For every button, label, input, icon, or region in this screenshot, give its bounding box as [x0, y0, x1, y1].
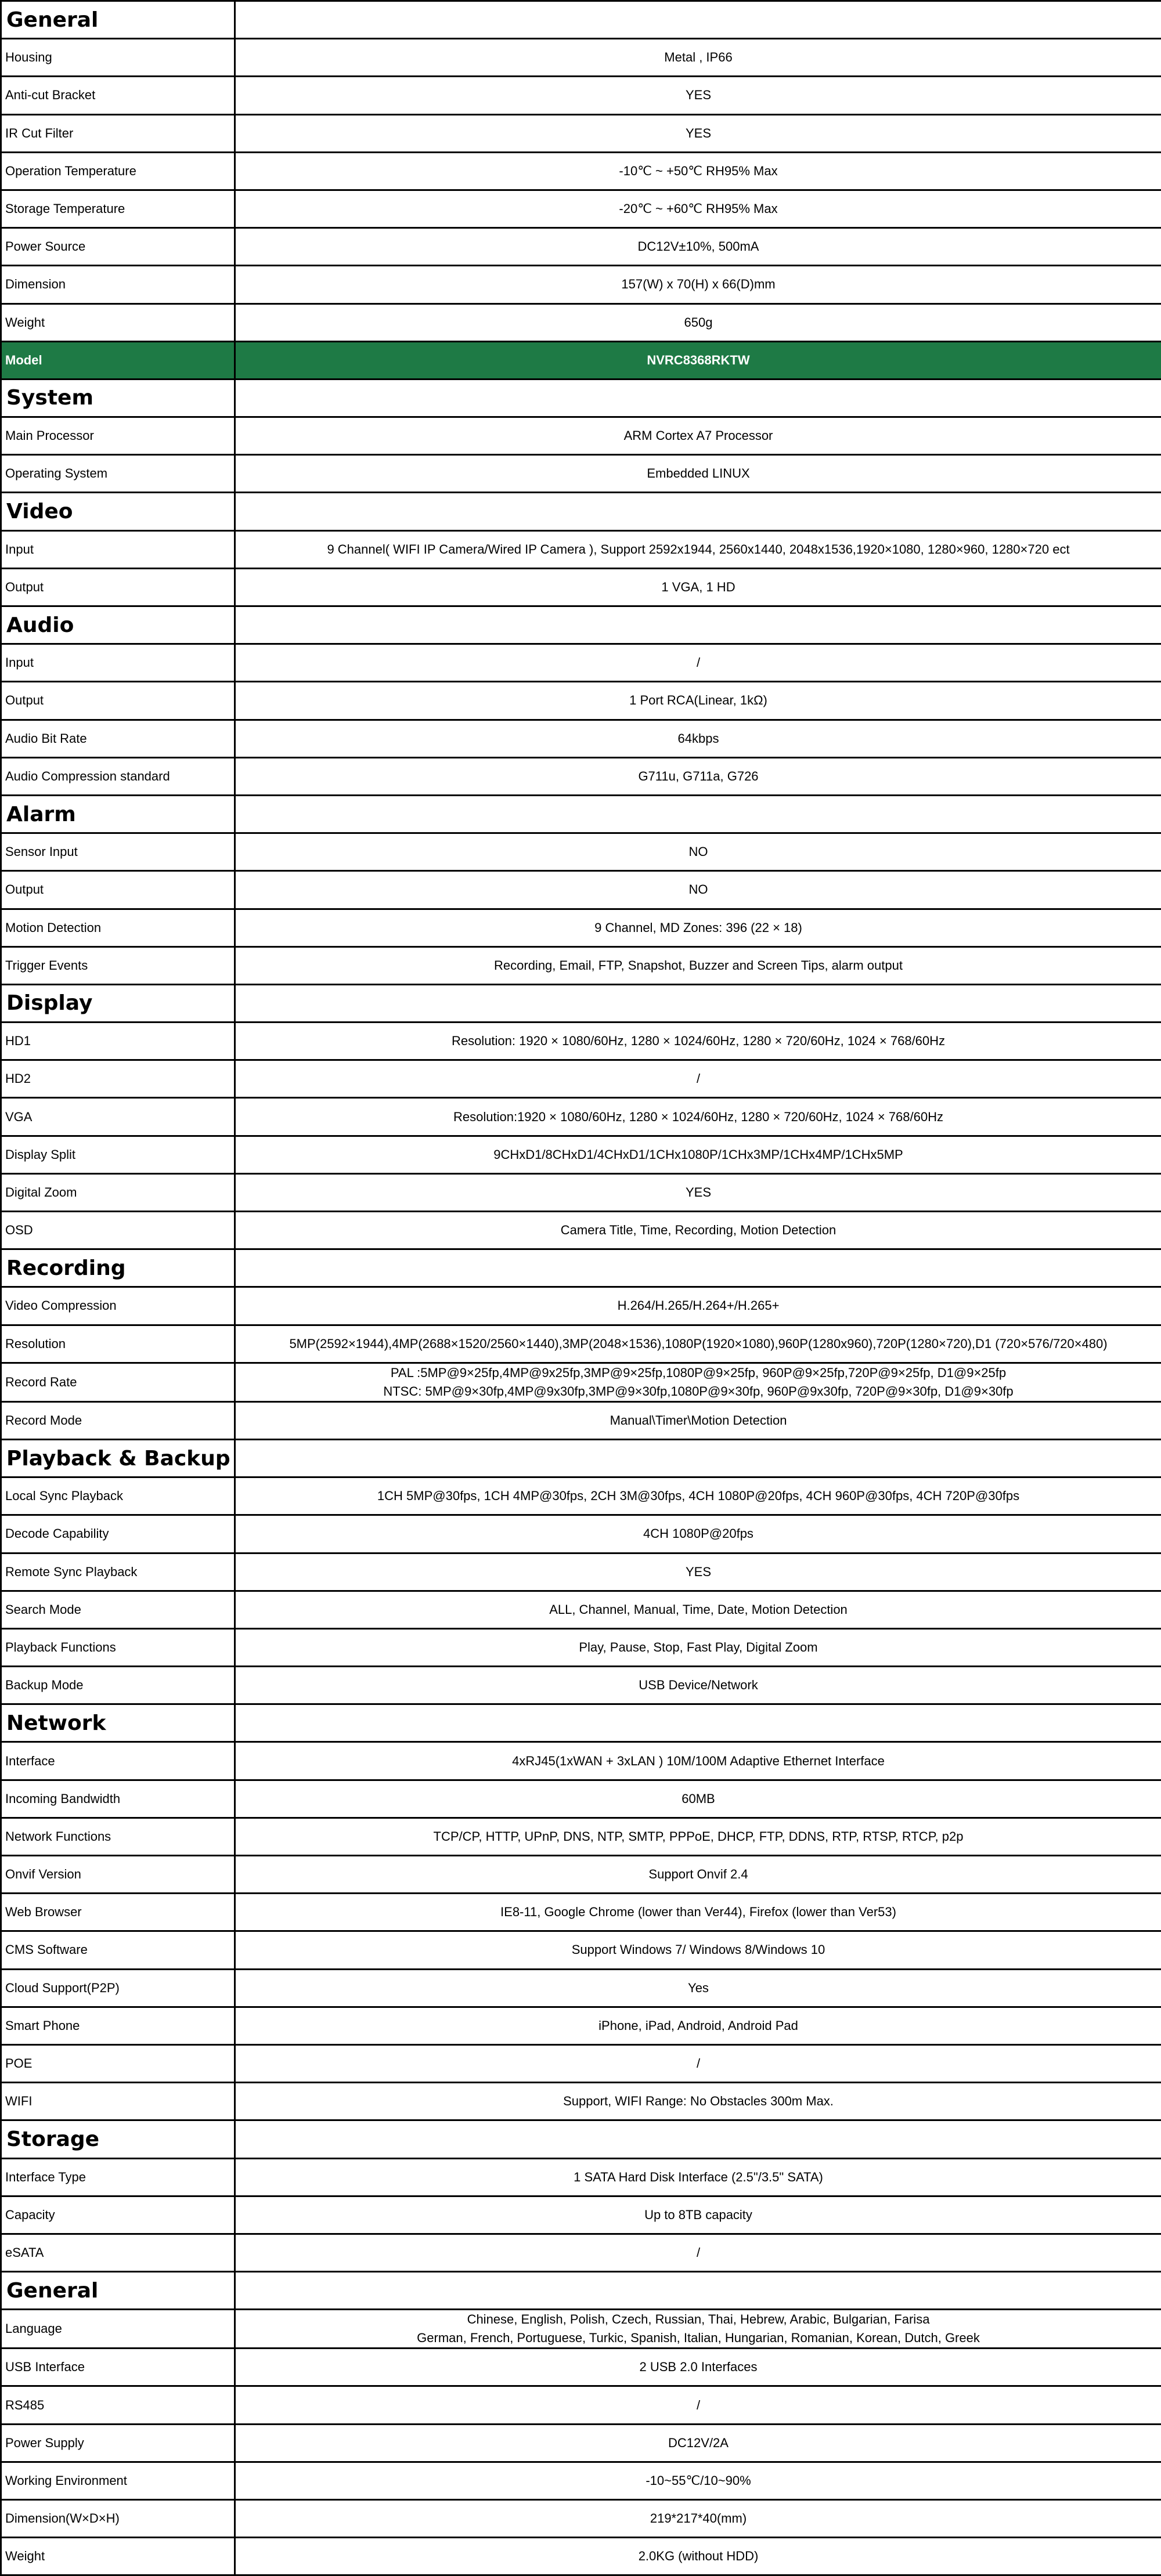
spec-table-body	[1, 1, 1161, 2575]
section-title: General	[1, 2272, 235, 2310]
spec-row	[1, 2386, 1161, 2424]
spec-label: Motion Detection	[1, 909, 235, 946]
spec-value	[235, 1363, 1161, 1401]
spec-value: Support, WIFI Range: No Obstacles 300m Max.	[235, 2083, 1161, 2120]
spec-value: 5MP(2592×1944),4MP(2688×1520/2560×1440),3MP(2048×1536),1080P(1920×1080),960P(1280x960),720P(1280×720),D1 (720×576/720×480)	[235, 1325, 1161, 1363]
spec-value: USB Device/Network	[235, 1667, 1161, 1704]
spec-label: WIFI	[1, 2083, 235, 2120]
section-header-row	[1, 493, 1161, 530]
spec-label: Record Mode	[1, 1401, 235, 1439]
spec-value: 1 VGA, 1 HD	[235, 568, 1161, 606]
spec-value: 1 Port RCA(Linear, 1kΩ)	[235, 682, 1161, 720]
spec-row	[1, 757, 1161, 795]
spec-label: Web Browser	[1, 1894, 235, 1931]
section-title: Display	[1, 984, 235, 1022]
section-title: Video	[1, 493, 235, 530]
section-title: System	[1, 379, 235, 417]
spec-label: RS485	[1, 2386, 235, 2424]
spec-row	[1, 1931, 1161, 1969]
spec-row	[1, 2083, 1161, 2120]
spec-label: Output	[1, 568, 235, 606]
section-empty-cell	[235, 2120, 1161, 2158]
spec-row	[1, 1856, 1161, 1894]
spec-label: Sensor Input	[1, 833, 235, 871]
section-header-row	[1, 379, 1161, 417]
spec-value: Support Onvif 2.4	[235, 1856, 1161, 1894]
spec-label: OSD	[1, 1212, 235, 1249]
spec-label: VGA	[1, 1098, 235, 1136]
spec-row	[1, 190, 1161, 227]
spec-row	[1, 1969, 1161, 2007]
section-header-row	[1, 1, 1161, 39]
spec-value: 219*217*40(mm)	[235, 2500, 1161, 2538]
spec-value: Metal , IP66	[235, 39, 1161, 77]
spec-value: YES	[235, 114, 1161, 152]
spec-row	[1, 2462, 1161, 2499]
spec-value: ARM Cortex A7 Processor	[235, 417, 1161, 455]
spec-label: Backup Mode	[1, 1667, 235, 1704]
spec-row	[1, 2007, 1161, 2044]
spec-value: 4CH 1080P@20fps	[235, 1515, 1161, 1553]
spec-row	[1, 152, 1161, 190]
spec-value-line: Chinese, English, Polish, Czech, Russian, Thai, Hebrew, Arabic, Bulgarian, Farisa	[236, 2310, 1161, 2329]
spec-label: Interface Type	[1, 2158, 235, 2196]
spec-value: Resolution:1920 × 1080/60Hz, 1280 × 1024/60Hz, 1280 × 720/60Hz, 1024 × 768/60Hz	[235, 1098, 1161, 1136]
spec-value: Camera Title, Time, Recording, Motion Detection	[235, 1212, 1161, 1249]
spec-row	[1, 1477, 1161, 1515]
spec-label: Power Supply	[1, 2424, 235, 2462]
spec-row	[1, 1742, 1161, 1780]
spec-value: 60MB	[235, 1780, 1161, 1818]
spec-label: Input	[1, 530, 235, 568]
spec-label: Record Rate	[1, 1363, 235, 1401]
spec-label: Output	[1, 682, 235, 720]
section-header-row	[1, 795, 1161, 833]
section-header-row	[1, 1704, 1161, 1742]
spec-value: Up to 8TB capacity	[235, 2196, 1161, 2234]
spec-value: /	[235, 644, 1161, 682]
spec-value: DC12V±10%, 500mA	[235, 228, 1161, 266]
section-empty-cell	[235, 379, 1161, 417]
section-empty-cell	[235, 1249, 1161, 1287]
spec-value: Recording, Email, FTP, Snapshot, Buzzer and Screen Tips, alarm output	[235, 946, 1161, 984]
spec-label: Capacity	[1, 2196, 235, 2234]
section-title: Audio	[1, 606, 235, 644]
spec-value: 1 SATA Hard Disk Interface (2.5"/3.5" SATA)	[235, 2158, 1161, 2196]
spec-value: Support Windows 7/ Windows 8/Windows 10	[235, 1931, 1161, 1969]
spec-label: USB Interface	[1, 2349, 235, 2386]
section-title: Recording	[1, 1249, 235, 1287]
spec-row	[1, 1287, 1161, 1325]
spec-row	[1, 1553, 1161, 1591]
spec-row	[1, 568, 1161, 606]
section-title: General	[1, 1, 235, 39]
spec-value: IE8-11, Google Chrome (lower than Ver44), Firefox (lower than Ver53)	[235, 1894, 1161, 1931]
spec-label: Housing	[1, 39, 235, 77]
spec-label: Local Sync Playback	[1, 1477, 235, 1515]
spec-row	[1, 455, 1161, 493]
spec-value: 650g	[235, 304, 1161, 341]
spec-value: Embedded LINUX	[235, 455, 1161, 493]
spec-label: Dimension(W×D×H)	[1, 2500, 235, 2538]
section-header-row	[1, 2272, 1161, 2310]
spec-row	[1, 909, 1161, 946]
spec-row	[1, 2310, 1161, 2349]
section-header-row	[1, 606, 1161, 644]
spec-value-line: German, French, Portuguese, Turkic, Spanish, Italian, Hungarian, Romanian, Korean, Dutch, Greek	[236, 2329, 1161, 2347]
section-empty-cell	[235, 606, 1161, 644]
spec-value: 9 Channel, MD Zones: 396 (22 × 18)	[235, 909, 1161, 946]
spec-row	[1, 77, 1161, 114]
spec-label: Output	[1, 871, 235, 909]
spec-value: 9 Channel( WIFI IP Camera/Wired IP Camera ), Support 2592x1944, 2560x1440, 2048x1536,1920×1080, 1280×960, 1280×720 ect	[235, 530, 1161, 568]
spec-label: Audio Bit Rate	[1, 720, 235, 757]
spec-row	[1, 228, 1161, 266]
spec-row	[1, 1363, 1161, 1401]
spec-value: H.264/H.265/H.264+/H.265+	[235, 1287, 1161, 1325]
spec-value: iPhone, iPad, Android, Android Pad	[235, 2007, 1161, 2044]
spec-value: -10~55℃/10~90%	[235, 2462, 1161, 2499]
spec-label: Remote Sync Playback	[1, 1553, 235, 1591]
spec-row	[1, 1515, 1161, 1553]
spec-label: CMS Software	[1, 1931, 235, 1969]
spec-label: Incoming Bandwidth	[1, 1780, 235, 1818]
spec-row	[1, 682, 1161, 720]
section-title: Storage	[1, 2120, 235, 2158]
spec-label: Storage Temperature	[1, 190, 235, 227]
spec-label: Digital Zoom	[1, 1173, 235, 1211]
spec-label: POE	[1, 2044, 235, 2082]
spec-row	[1, 1173, 1161, 1211]
spec-row	[1, 2158, 1161, 2196]
section-empty-cell	[235, 493, 1161, 530]
spec-row	[1, 2538, 1161, 2575]
spec-row	[1, 1667, 1161, 1704]
spec-row	[1, 1894, 1161, 1931]
spec-label: HD1	[1, 1023, 235, 1060]
spec-row	[1, 644, 1161, 682]
spec-label: eSATA	[1, 2234, 235, 2271]
spec-label: Weight	[1, 2538, 235, 2575]
section-empty-cell	[235, 1439, 1161, 1477]
spec-row	[1, 1780, 1161, 1818]
spec-label: Resolution	[1, 1325, 235, 1363]
spec-row	[1, 1401, 1161, 1439]
spec-label: IR Cut Filter	[1, 114, 235, 152]
spec-value: G711u, G711a, G726	[235, 757, 1161, 795]
spec-row	[1, 720, 1161, 757]
section-header-row	[1, 984, 1161, 1022]
spec-row	[1, 871, 1161, 909]
spec-value: /	[235, 2386, 1161, 2424]
spec-label: Playback Functions	[1, 1628, 235, 1666]
spec-value: 2 USB 2.0 Interfaces	[235, 2349, 1161, 2386]
section-empty-cell	[235, 1, 1161, 39]
spec-value: 2.0KG (without HDD)	[235, 2538, 1161, 2575]
spec-value: /	[235, 2044, 1161, 2082]
spec-row	[1, 2424, 1161, 2462]
spec-label: Working Environment	[1, 2462, 235, 2499]
spec-value: Play, Pause, Stop, Fast Play, Digital Zoom	[235, 1628, 1161, 1666]
spec-value: 157(W) x 70(H) x 66(D)mm	[235, 266, 1161, 304]
spec-row	[1, 2196, 1161, 2234]
spec-value: DC12V/2A	[235, 2424, 1161, 2462]
spec-value: 9CHxD1/8CHxD1/4CHxD1/1CHx1080P/1CHx3MP/1CHx4MP/1CHx5MP	[235, 1136, 1161, 1173]
model-row	[1, 341, 1161, 379]
section-empty-cell	[235, 795, 1161, 833]
spec-row	[1, 946, 1161, 984]
spec-label: Power Source	[1, 228, 235, 266]
spec-value: TCP/CP, HTTP, UPnP, DNS, NTP, SMTP, PPPoE, DHCP, FTP, DDNS, RTP, RTSP, RTCP, p2p	[235, 1818, 1161, 1855]
spec-label: Display Split	[1, 1136, 235, 1173]
spec-value: 4xRJ45(1xWAN + 3xLAN ) 10M/100M Adaptive Ethernet Interface	[235, 1742, 1161, 1780]
spec-row	[1, 1591, 1161, 1628]
spec-value: YES	[235, 1173, 1161, 1211]
section-title: Playback & Backup	[1, 1439, 235, 1477]
section-title: Alarm	[1, 795, 235, 833]
spec-row	[1, 1325, 1161, 1363]
spec-value: NVRC8368RKTW	[235, 341, 1161, 379]
spec-label: Operation Temperature	[1, 152, 235, 190]
spec-value: -20℃ ~ +60℃ RH95% Max	[235, 190, 1161, 227]
spec-row	[1, 1060, 1161, 1098]
spec-label: Trigger Events	[1, 946, 235, 984]
spec-value-line: NTSC: 5MP@9×30fp,4MP@9x30fp,3MP@9×30fp,1080P@9×30fp, 960P@9x30fp, 720P@9×30fp, D1@9×30fp	[236, 1382, 1161, 1401]
section-header-row	[1, 2120, 1161, 2158]
spec-value: /	[235, 2234, 1161, 2271]
spec-value: 64kbps	[235, 720, 1161, 757]
spec-label: Anti-cut Bracket	[1, 77, 235, 114]
section-header-row	[1, 1249, 1161, 1287]
spec-value: Yes	[235, 1969, 1161, 2007]
spec-label: HD2	[1, 1060, 235, 1098]
spec-label: Video Compression	[1, 1287, 235, 1325]
section-empty-cell	[235, 984, 1161, 1022]
spec-label: Input	[1, 644, 235, 682]
spec-row	[1, 1098, 1161, 1136]
spec-label: Audio Compression standard	[1, 757, 235, 795]
spec-value: -10℃ ~ +50℃ RH95% Max	[235, 152, 1161, 190]
spec-label: Decode Capability	[1, 1515, 235, 1553]
spec-row	[1, 530, 1161, 568]
spec-row	[1, 1818, 1161, 1855]
spec-label: Operating System	[1, 455, 235, 493]
spec-row	[1, 114, 1161, 152]
spec-label: Search Mode	[1, 1591, 235, 1628]
section-empty-cell	[235, 1704, 1161, 1742]
spec-row	[1, 39, 1161, 77]
spec-row	[1, 2234, 1161, 2271]
spec-row	[1, 1212, 1161, 1249]
spec-value	[235, 2310, 1161, 2349]
spec-label: Cloud Support(P2P)	[1, 1969, 235, 2007]
spec-label: Language	[1, 2310, 235, 2349]
spec-value: Resolution: 1920 × 1080/60Hz, 1280 × 1024/60Hz, 1280 × 720/60Hz, 1024 × 768/60Hz	[235, 1023, 1161, 1060]
spec-row	[1, 833, 1161, 871]
spec-row	[1, 1136, 1161, 1173]
spec-label: Interface	[1, 1742, 235, 1780]
spec-value: ALL, Channel, Manual, Time, Date, Motion Detection	[235, 1591, 1161, 1628]
spec-value: Manual\Timer\Motion Detection	[235, 1401, 1161, 1439]
spec-row	[1, 2500, 1161, 2538]
spec-row	[1, 1628, 1161, 1666]
spec-row	[1, 417, 1161, 455]
spec-value: NO	[235, 833, 1161, 871]
spec-label: Main Processor	[1, 417, 235, 455]
spec-row	[1, 2044, 1161, 2082]
spec-value: 1CH 5MP@30fps, 1CH 4MP@30fps, 2CH 3M@30fps, 4CH 1080P@20fps, 4CH 960P@30fps, 4CH 720P@30fps	[235, 1477, 1161, 1515]
spec-label: Weight	[1, 304, 235, 341]
spec-row	[1, 1023, 1161, 1060]
section-title: Network	[1, 1704, 235, 1742]
spec-value: NO	[235, 871, 1161, 909]
section-header-row	[1, 1439, 1161, 1477]
spec-value: YES	[235, 77, 1161, 114]
spec-row	[1, 266, 1161, 304]
spec-value-line: PAL :5MP@9×25fp,4MP@9x25fp,3MP@9×25fp,1080P@9×25fp, 960P@9×25fp,720P@9×25fp, D1@9×25fp	[236, 1364, 1161, 1382]
spec-label: Smart Phone	[1, 2007, 235, 2044]
section-empty-cell	[235, 2272, 1161, 2310]
spec-label: Network Functions	[1, 1818, 235, 1855]
spec-value: YES	[235, 1553, 1161, 1591]
spec-value: /	[235, 1060, 1161, 1098]
spec-label: Dimension	[1, 266, 235, 304]
spec-row	[1, 2349, 1161, 2386]
spec-row	[1, 304, 1161, 341]
spec-label: Onvif Version	[1, 1856, 235, 1894]
spec-label: Model	[1, 341, 235, 379]
